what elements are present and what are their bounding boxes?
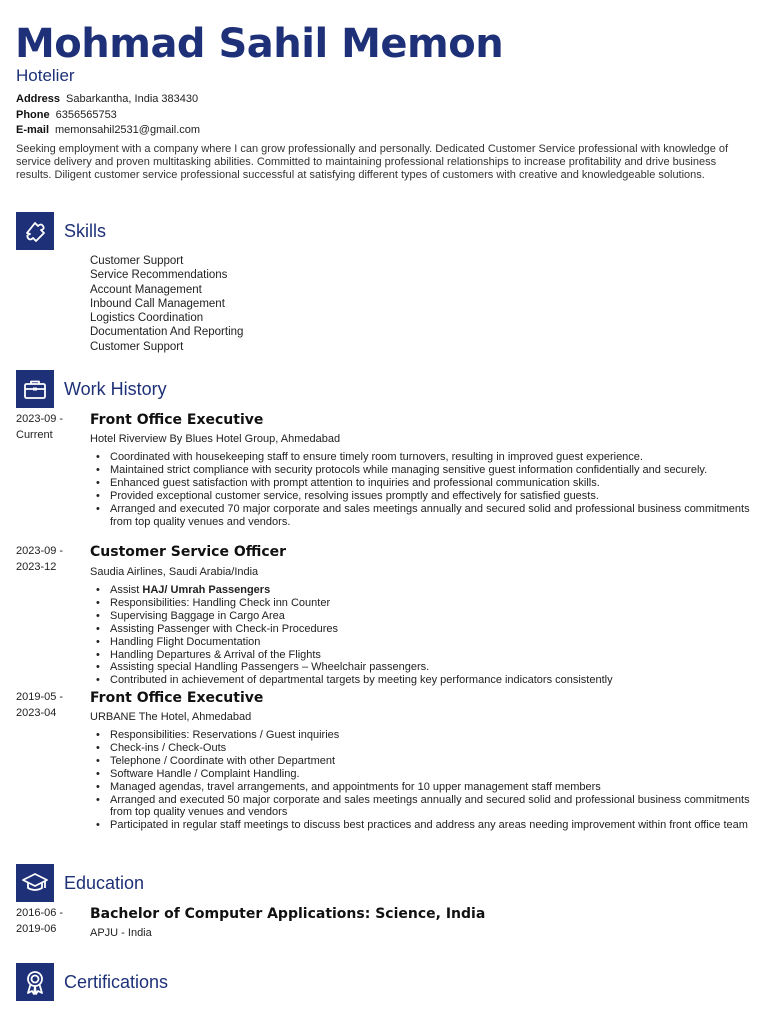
certifications-title: Certifications [64,971,169,992]
skill-item: Account Management [90,283,202,296]
date-end: Current [16,428,53,441]
job-bullets [110,729,750,832]
skill-item: Logistics Coordination [90,312,204,325]
bullet-item: • Handling Departures & Arrival of the Flights [110,649,750,662]
certifications-section-header [16,963,168,1001]
bullet-item: • Maintained strict compliance with security protocols while managing sensitive guest information confidentially and securely. [110,464,750,477]
date-end: 2019-06 [16,922,57,935]
bullet-item: • Arranged and executed 70 major corporate and sales meetings annually and secured solid and professional business commitments from top quality venues and vendors. [110,503,750,529]
education-dates [16,906,86,937]
company-name: Hotel Riverview By Blues Hotel Group, Ahmedabad [90,433,341,445]
bullet-item: • Supervising Baggage in Cargo Area [110,610,750,623]
bullet-item: • Assisting Passenger with Check-in Procedures [110,623,750,636]
contact-address [16,92,198,106]
bullet-item: • Handling Flight Documentation [110,636,750,649]
date-end: 2023-04 [16,706,57,719]
award-ribbon-icon [16,963,54,1001]
work-entry [16,689,756,849]
email-value: memonsahil2531@gmail.com [55,124,201,136]
skills-title: Skills [64,220,107,241]
skill-item: Documentation And Reporting [90,326,244,339]
bullet-bold: HAJ/ Umrah Passengers [142,584,271,596]
date-start: 2016-06 - [16,907,64,919]
work-entry [16,543,756,688]
phone-label: Phone [16,109,50,121]
company-name: URBANE The Hotel, Ahmedabad [90,711,252,723]
bullet-item: • Contributed in achievement of departmental targets by meeting key performance indicators consistently [110,674,750,687]
bullet-item: • Provided exceptional customer service, resolving issues promptly and effectively for satisfied guests. [110,490,750,503]
education-entry [16,905,756,945]
skill-item: Service Recommendations [90,269,228,282]
work-dates [16,544,86,575]
date-start: 2023-09 - [16,413,64,425]
job-title: Front Office Executive [90,690,264,706]
skill-item: Inbound Call Management [90,297,225,310]
address-value: Sabarkantha, India 383430 [66,93,199,105]
bullet-item [110,584,750,597]
contact-phone [16,108,117,122]
contact-email [16,123,200,137]
bullet-item: • Telephone / Coordinate with other Department [110,755,750,768]
summary-paragraph: Seeking employment with a company where I can grow professionally and personally. Dedicated Customer Service professional with knowledge of service delivery and proven multitasking abilities. Committed to maintaining professional relationships to increase profitability and drive business results. Diligent customer service professional successful at satisfying different types of customers with creative and knowledgeable solutions. [16,143,729,181]
graduation-cap-icon [16,864,54,902]
resume-role: Hotelier [16,66,75,85]
degree-title: Bachelor of Computer Applications: Science, India [90,906,486,922]
bullet-item: • Check-ins / Check-Outs [110,742,750,755]
education-section-header [16,864,144,902]
address-label: Address [16,93,61,105]
education-title: Education [64,872,145,893]
resume-name: Mohmad Sahil Memon [15,21,504,67]
skills-list [90,254,243,354]
bullet-item: • Coordinated with housekeeping staff to ensure timely room turnovers, resulting in improved guest experience. [110,451,750,464]
bullet-item: • Responsibilities: Handling Check inn Counter [110,597,750,610]
work-dates [16,412,86,443]
bullet-item: • Enhanced guest satisfaction with prompt attention to inquiries and professional communication skills. [110,477,750,490]
work-entry [16,411,756,541]
phone-value: 6356565753 [55,109,117,121]
job-bullets [110,451,750,528]
company-name: Saudia Airlines, Saudi Arabia/India [90,566,259,578]
job-title: Front Office Executive [90,412,264,428]
work-dates [16,690,86,721]
date-start: 2023-09 - [16,545,64,557]
bullet-item: • Responsibilities: Reservations / Guest inquiries [110,729,750,742]
skill-item: Customer Support [90,255,184,267]
email-label: E-mail [16,124,50,136]
date-end: 2023-12 [16,560,57,573]
school-name: APJU - India [90,927,152,939]
date-start: 2019-05 - [16,691,64,703]
bullet-item: • Participated in regular staff meetings to discuss best practices and address any areas needing improvement within front office team [110,819,750,832]
job-bullets [110,584,750,687]
skill-item: Customer Support [90,340,184,353]
bullet-prefix: Assist [110,584,143,596]
bullet-item: • Managed agendas, travel arrangements, and appointments for 10 upper management staff members [110,781,750,794]
skills-section-header [16,212,106,250]
bullet-item: • Arranged and executed 50 major corporate and sales meetings annually and secured solid and professional business commitments from top quality venues and vendors [110,794,750,820]
work-title: Work History [64,378,167,399]
bullet-item: • Software Handle / Complaint Handling. [110,768,750,781]
bullet-item: • Assisting special Handling Passengers – Wheelchair passengers. [110,661,750,674]
work-section-header [16,370,167,408]
puzzle-icon [16,212,54,250]
briefcase-icon [16,370,54,408]
job-title: Customer Service Officer [90,544,287,560]
